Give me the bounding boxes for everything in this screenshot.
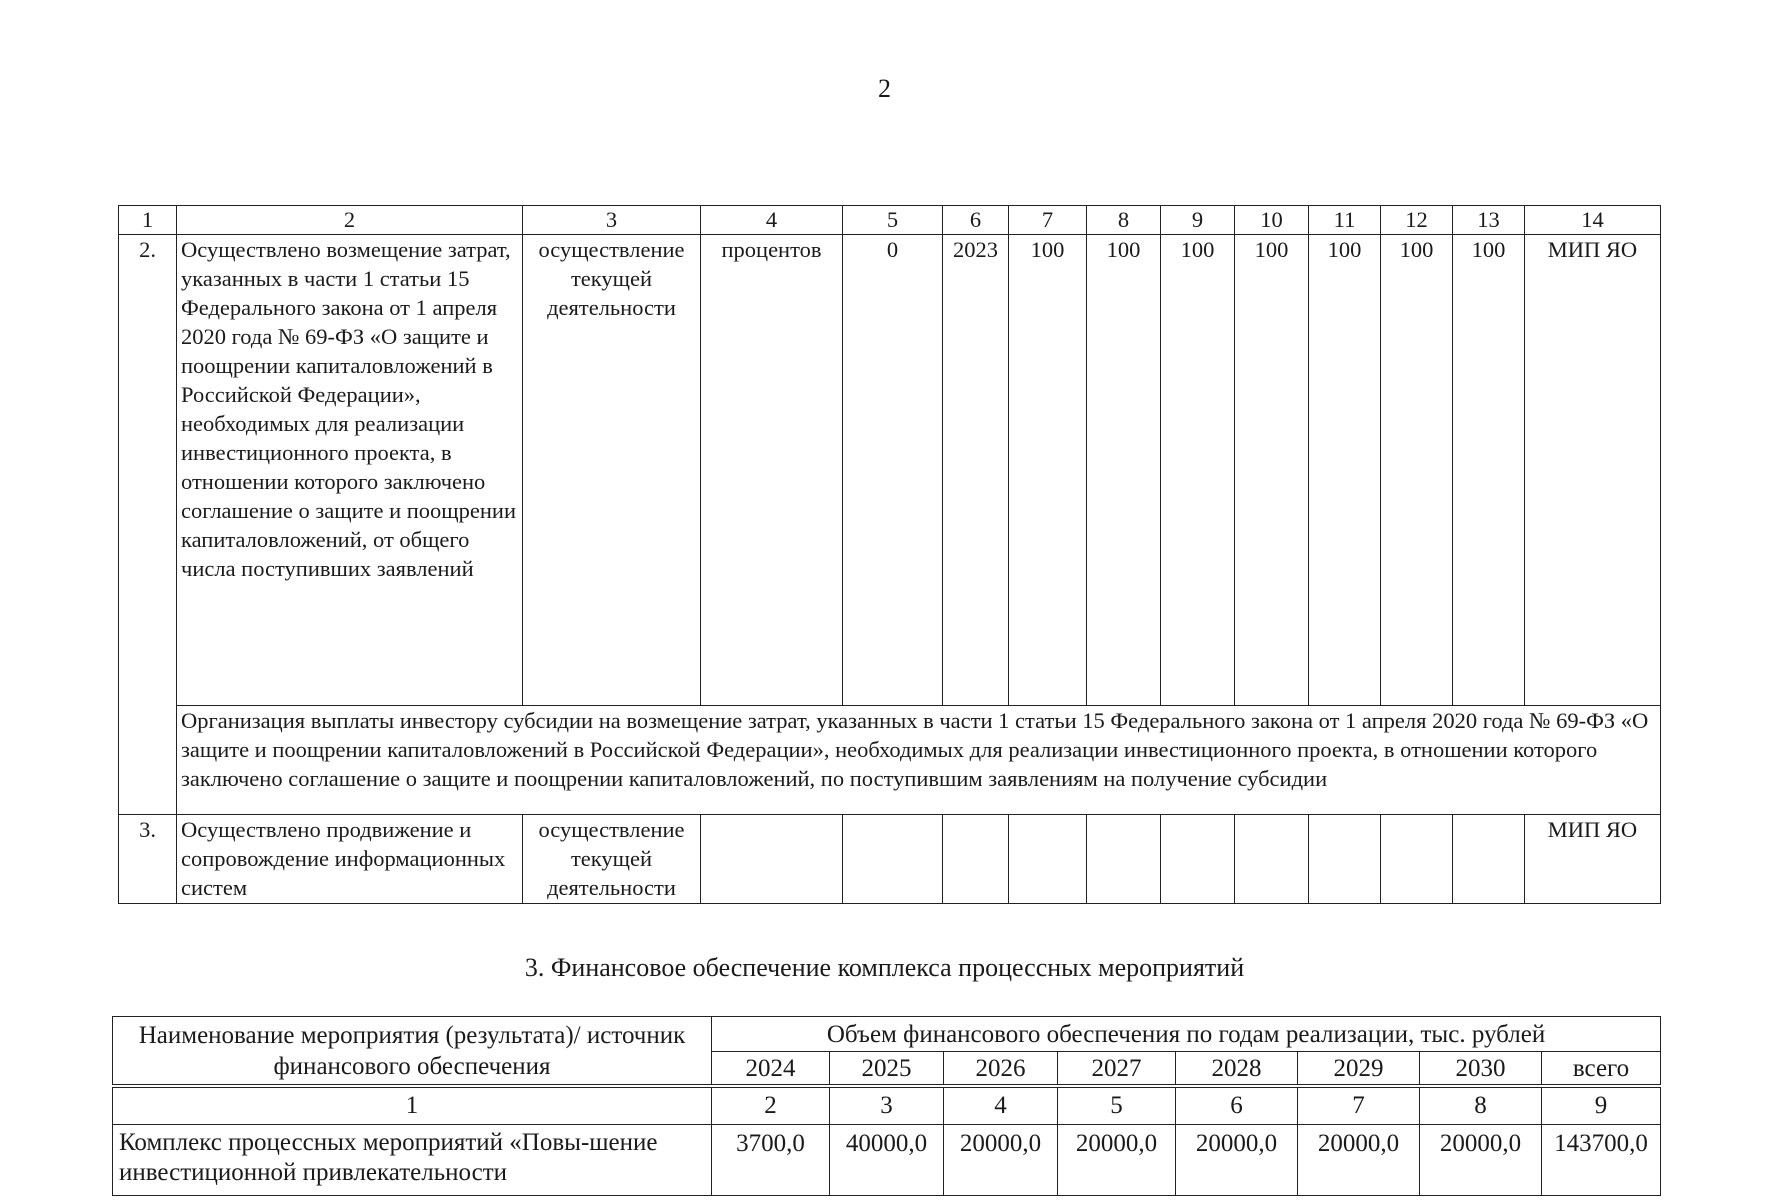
activity-description: Организация выплаты инвестору субсидии на возмещение затрат, указанных в части 1 статьи 15 Федерального закона от 1 апреля 2020 года № 69-ФЗ «О защите и поощрении капиталовложений в Российской Федерации», необходимых для реализации инвестиционного проекта, в отношении которого заключено соглашение о защите и поощрении капиталовложений, по поступившим заявлениям на получение субсидии [177, 706, 1661, 815]
header-cell: 11 [1309, 206, 1381, 235]
header-cell: 8 [1087, 206, 1161, 235]
column-numbers-row [113, 1088, 1661, 1125]
name-header: Наименование мероприятия (результата)/ источник финансового обеспечения [113, 1017, 712, 1085]
header-cell: 2 [177, 206, 523, 235]
table-header-row [119, 206, 1661, 235]
indicator-name: Осуществлено продвижение и сопровождение информационных систем [177, 815, 523, 904]
year-value: 100 [1009, 235, 1087, 706]
finance-value: 20000,0 [1176, 1125, 1298, 1196]
year-value: 100 [1453, 235, 1525, 706]
column-number: 9 [1542, 1088, 1661, 1125]
finance-value: 3700,0 [712, 1125, 830, 1196]
year-header: всего [1542, 1052, 1661, 1085]
column-number: 7 [1298, 1088, 1420, 1125]
responsible: МИП ЯО [1525, 235, 1661, 706]
header-cell: 9 [1161, 206, 1235, 235]
table-row [113, 1125, 1661, 1196]
column-number: 4 [944, 1088, 1058, 1125]
finance-value: 40000,0 [830, 1125, 944, 1196]
finance-value: 20000,0 [1058, 1125, 1176, 1196]
year-header: 2030 [1420, 1052, 1542, 1085]
header-cell: 3 [523, 206, 701, 235]
indicator-name: Осуществлено возмещение затрат, указанных в части 1 статьи 15 Федерального закона от 1 апреля 2020 года № 69-ФЗ «О защите и поощрении капиталовложений в Российской Федерации», необходимых для реализации инвестиционного проекта, в отношении которого заключено соглашение о защите и поощрении капиталовложений, от общего числа поступивших заявлений [177, 235, 523, 706]
finance-total: 143700,0 [1542, 1125, 1661, 1196]
year-value: 100 [1087, 235, 1161, 706]
header-cell: 13 [1453, 206, 1525, 235]
indicators-table [118, 205, 1661, 904]
finance-header-row [113, 1017, 1661, 1052]
year-value: 100 [1309, 235, 1381, 706]
year-header: 2029 [1298, 1052, 1420, 1085]
empty-cell [1009, 815, 1087, 904]
finance-item-name: Комплекс процессных мероприятий «Повы-шение инвестиционной привлекательности [113, 1125, 712, 1196]
base-value: 0 [843, 235, 943, 706]
column-number: 2 [712, 1088, 830, 1125]
header-cell: 7 [1009, 206, 1087, 235]
year-header: 2026 [944, 1052, 1058, 1085]
page-number: 2 [878, 74, 891, 103]
year-value: 100 [1381, 235, 1453, 706]
year-value: 100 [1161, 235, 1235, 706]
column-number: 3 [830, 1088, 944, 1125]
finance-table [112, 1087, 1661, 1196]
responsible: МИП ЯО [1525, 815, 1661, 904]
empty-cell [943, 815, 1009, 904]
column-number: 5 [1058, 1088, 1176, 1125]
volume-header: Объем финансового обеспечения по годам реализации, тыс. рублей [712, 1017, 1661, 1052]
column-number: 8 [1420, 1088, 1542, 1125]
table-row [119, 815, 1661, 904]
indicator-type: осуществление текущей деятельности [523, 235, 701, 706]
section-title: 3. Финансовое обеспечение комплекса процессных мероприятий [524, 953, 1245, 982]
indicator-type: осуществление текущей деятельности [523, 815, 701, 904]
empty-cell [1453, 815, 1525, 904]
header-cell: 5 [843, 206, 943, 235]
header-cell: 10 [1235, 206, 1309, 235]
year-header: 2024 [712, 1052, 830, 1085]
table-row [119, 235, 1661, 706]
header-cell: 14 [1525, 206, 1661, 235]
empty-cell [701, 815, 843, 904]
column-number: 6 [1176, 1088, 1298, 1125]
header-cell: 12 [1381, 206, 1453, 235]
year-value: 100 [1235, 235, 1309, 706]
header-cell: 6 [943, 206, 1009, 235]
finance-value: 20000,0 [1298, 1125, 1420, 1196]
row-number: 3. [119, 815, 177, 904]
empty-cell [1309, 815, 1381, 904]
row-number: 2. [119, 235, 177, 815]
year-header: 2025 [830, 1052, 944, 1085]
empty-cell [843, 815, 943, 904]
empty-cell [1235, 815, 1309, 904]
empty-cell [1161, 815, 1235, 904]
column-number: 1 [113, 1088, 712, 1125]
year-header: 2027 [1058, 1052, 1176, 1085]
empty-cell [1087, 815, 1161, 904]
finance-value: 20000,0 [944, 1125, 1058, 1196]
indicator-unit: процентов [701, 235, 843, 706]
year-header: 2028 [1176, 1052, 1298, 1085]
header-cell: 4 [701, 206, 843, 235]
table-row [119, 706, 1661, 815]
base-year: 2023 [943, 235, 1009, 706]
finance-table-header [112, 1016, 1661, 1085]
header-cell: 1 [119, 206, 177, 235]
empty-cell [1381, 815, 1453, 904]
finance-value: 20000,0 [1420, 1125, 1542, 1196]
